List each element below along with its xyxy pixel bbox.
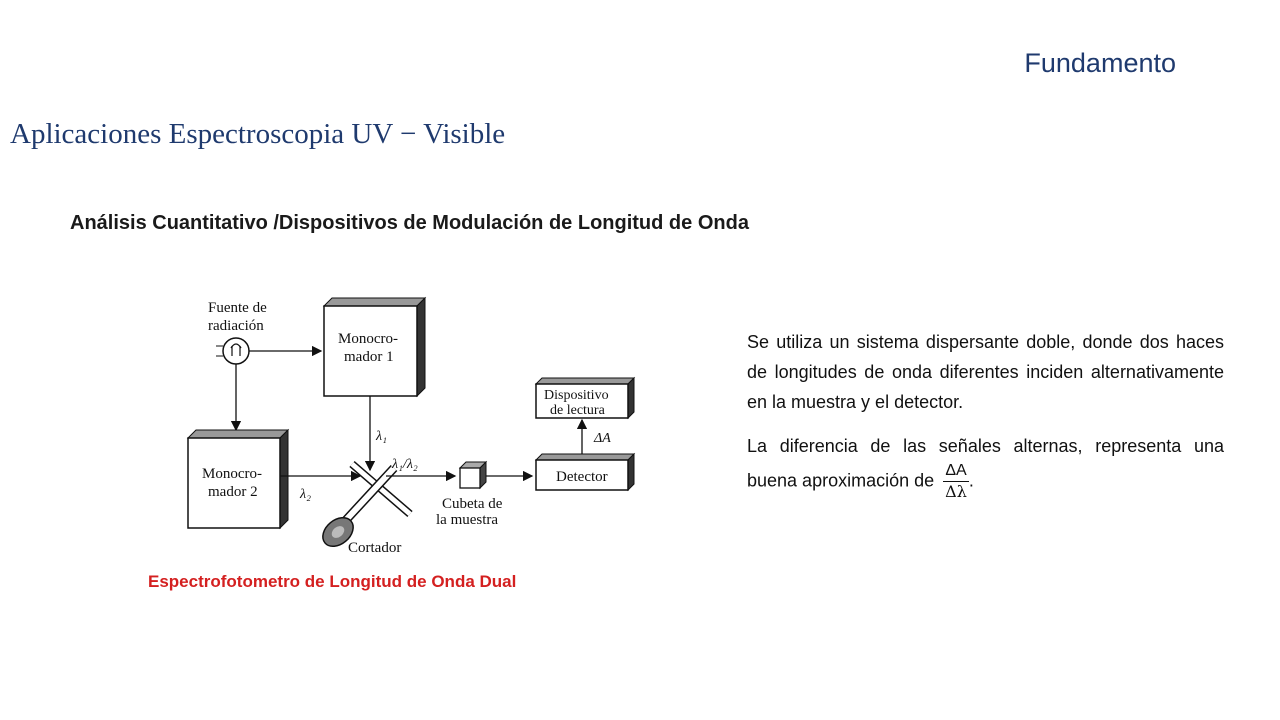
- mono2-label-line1: Monocro-: [202, 466, 262, 482]
- paragraph-1: Se utiliza un sistema dispersante doble, donde dos haces de longitudes de onda diferentes inciden alternativamente en la muestra y el detector.: [747, 332, 1224, 412]
- mono1-label-line2: mador 1: [344, 349, 394, 365]
- lambda2-label: λ₂: [300, 487, 311, 502]
- fraction-denominator: Δλ: [945, 482, 967, 501]
- diagram-caption: Espectrofotometro de Longitud de Onda Dual: [148, 572, 517, 591]
- monochromator-1: [324, 298, 425, 396]
- mono1-label-line1: Monocro-: [338, 331, 398, 347]
- source-label-line1: Fuente de: [208, 300, 267, 316]
- detector: [536, 454, 634, 490]
- lambda12-label: λ₁/λ₂: [392, 457, 418, 472]
- monochromator-2: [188, 430, 288, 528]
- body-text: [747, 327, 1224, 516]
- mono2-label-line2: mador 2: [208, 484, 258, 500]
- lamp-icon: [216, 338, 249, 364]
- detector-label: Detector: [556, 469, 608, 485]
- readout-device: [536, 378, 634, 418]
- cell-label-line1: Cubeta de: [442, 496, 503, 512]
- readout-label-line1: Dispositivo: [544, 388, 609, 403]
- dual-wavelength-diagram: [180, 288, 660, 560]
- chopper-label: Cortador: [348, 540, 402, 556]
- paragraph-2: [747, 431, 1224, 502]
- section-label: Fundamento: [1024, 48, 1176, 78]
- paragraph-2-text: La diferencia de las señales alternas, representa una buena aproximación de: [747, 436, 1224, 491]
- source-label-line2: radiación: [208, 318, 264, 334]
- chopper: [317, 464, 410, 552]
- delta-a-label: ΔA: [594, 431, 611, 446]
- cell-label-line2: la muestra: [436, 512, 499, 528]
- readout-label-line2: de lectura: [550, 403, 605, 418]
- paragraph-2-end: .: [968, 470, 974, 491]
- delta-fraction: [943, 461, 969, 502]
- lambda1-label: λ₁: [376, 429, 387, 444]
- sample-cell: [460, 462, 486, 488]
- slide-title: Aplicaciones Espectroscopia UV − Visible: [10, 118, 506, 150]
- fraction-numerator: ΔA: [943, 461, 969, 482]
- slide-subtitle: Análisis Cuantitativo /Dispositivos de Modulación de Longitud de Onda: [70, 212, 749, 234]
